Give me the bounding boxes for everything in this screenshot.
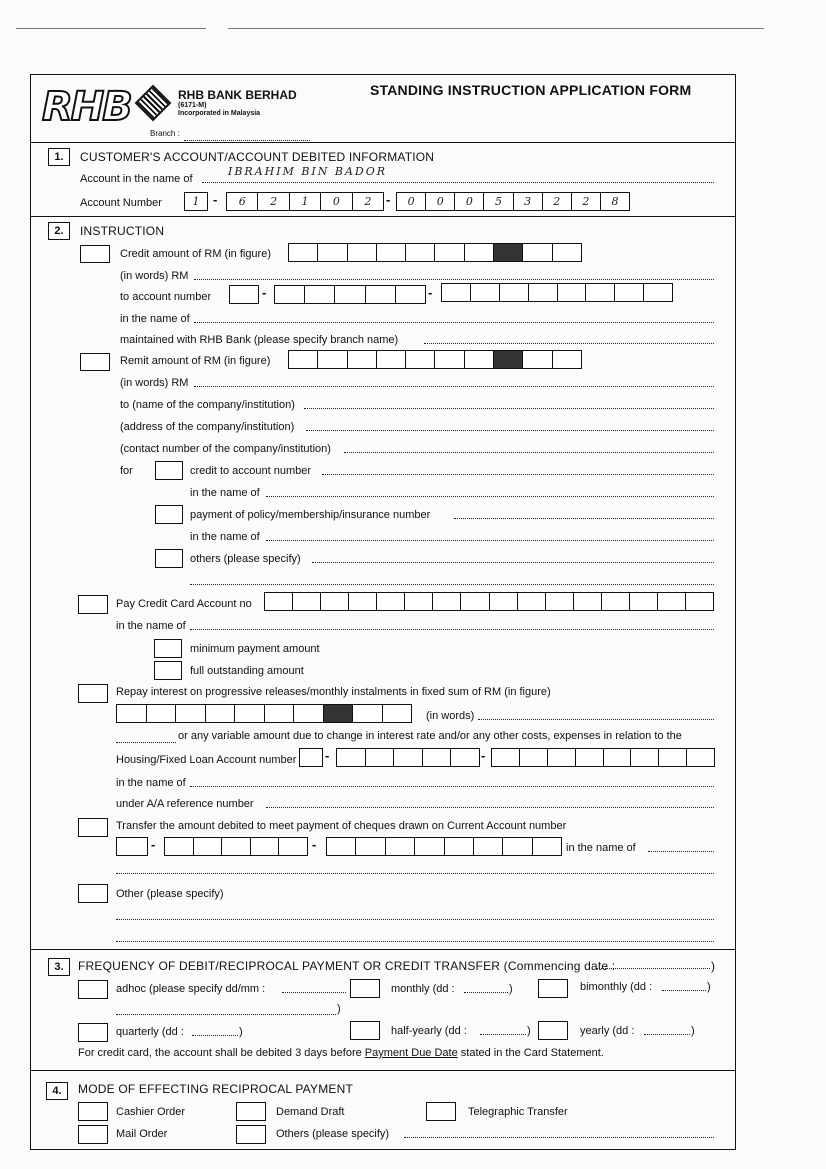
repay-amount-boxes[interactable] (116, 704, 412, 723)
housing-name-field[interactable] (190, 775, 714, 787)
mail-order-label: Mail Order (116, 1128, 168, 1140)
digit-box[interactable] (406, 351, 435, 368)
digit-box[interactable] (548, 749, 576, 766)
digit-box[interactable] (602, 593, 630, 610)
credit-to-account-field[interactable] (322, 463, 714, 475)
incorporated: Incorporated in Malaysia (178, 110, 261, 117)
transfer-label: Transfer the amount debited to meet payment of cheques drawn on Current Account number (116, 820, 567, 832)
others-field[interactable] (312, 551, 714, 563)
commencing-date-field[interactable] (596, 957, 710, 969)
transfer-part3[interactable] (326, 837, 562, 856)
in-name-of-label: in the name of (116, 777, 186, 789)
account-digit-box[interactable]: 3 (514, 193, 543, 210)
company-name-field[interactable] (304, 397, 714, 409)
digit-box[interactable] (383, 705, 412, 722)
account-digit-box[interactable]: 2 (572, 193, 601, 210)
digit-box[interactable] (492, 749, 520, 766)
branch-name-field[interactable] (424, 332, 714, 344)
digit-box[interactable] (337, 749, 366, 766)
account-digit-box[interactable]: 0 (397, 193, 426, 210)
section-title: FREQUENCY OF DEBIT/RECIPROCAL PAYMENT OR CREDIT TRANSFER (Commencing date : (78, 959, 616, 973)
quarterly-label: quarterly (dd : (116, 1026, 184, 1038)
digit-box[interactable] (349, 593, 377, 610)
digit-box[interactable] (396, 286, 425, 303)
digit-box[interactable] (366, 749, 395, 766)
digit-box[interactable] (117, 705, 147, 722)
repay-label: Repay interest on progressive releases/monthly instalments in fixed sum of RM (in figure) (116, 686, 551, 698)
under-ref-label: under A/A reference number (116, 798, 254, 810)
dash: - (481, 748, 486, 763)
digit-box[interactable] (644, 284, 672, 301)
digit-box[interactable] (265, 705, 295, 722)
others-checkbox[interactable] (155, 549, 183, 568)
full-outstanding-label: full outstanding amount (190, 665, 304, 677)
adhoc-date-field[interactable] (282, 981, 346, 993)
transfer-part1[interactable] (116, 837, 148, 856)
remit-amount-boxes[interactable] (288, 350, 582, 369)
note-text: stated in the Card Statement. (457, 1047, 604, 1059)
digit-box[interactable] (523, 351, 552, 368)
reg-no: (6171-M) (178, 102, 207, 109)
maintained-label: maintained with RHB Bank (please specify branch name) (120, 334, 399, 346)
account-number-part2[interactable] (226, 192, 384, 211)
in-words-label: (in words) (426, 710, 475, 722)
section-divider (30, 216, 736, 217)
digit-box[interactable] (494, 351, 523, 368)
account-digit-box[interactable]: 5 (484, 193, 513, 210)
policy-name-field[interactable] (266, 529, 714, 541)
digit-box[interactable] (631, 749, 659, 766)
credit-card-note (78, 1047, 604, 1059)
address-label: (address of the company/institution) (120, 421, 295, 433)
in-name-of-label: in the name of (566, 842, 636, 854)
digit-box[interactable] (353, 705, 383, 722)
digit-box[interactable] (442, 284, 471, 301)
credit-to-account-label: credit to account number (190, 465, 312, 477)
digit-box[interactable] (586, 284, 615, 301)
close-paren: ) (707, 981, 711, 993)
account-name-value: IBRAHIM BIN BADOR (228, 165, 388, 178)
digit-box[interactable] (265, 593, 293, 610)
digit-box[interactable] (222, 838, 251, 855)
digit-box[interactable] (465, 244, 494, 261)
credit-name-field[interactable] (194, 311, 714, 323)
demand-draft-checkbox[interactable] (236, 1102, 266, 1121)
digit-box[interactable] (405, 593, 433, 610)
digit-box[interactable] (377, 244, 406, 261)
digit-box[interactable] (553, 244, 581, 261)
payment-due-date: Payment Due Date (364, 1047, 458, 1059)
digit-box[interactable] (147, 705, 177, 722)
under-ref-field[interactable] (266, 796, 714, 808)
other-label: Other (please specify) (116, 888, 224, 900)
housing-part1[interactable] (299, 748, 323, 767)
branch-label: Branch : (150, 129, 180, 138)
bimonthly-dd-field[interactable] (662, 979, 706, 991)
account-number-part3[interactable] (396, 192, 630, 211)
cc-number-boxes[interactable] (264, 592, 714, 611)
digit-box[interactable] (500, 284, 529, 301)
credit-label: Credit amount of RM (in figure) (120, 248, 271, 260)
in-name-of-label: in the name of (190, 531, 260, 543)
yearly-checkbox[interactable] (538, 1021, 568, 1040)
digit-box[interactable] (518, 593, 546, 610)
others-mode-checkbox[interactable] (236, 1125, 266, 1144)
digit-box[interactable] (433, 593, 461, 610)
close-paren: ) (691, 1025, 695, 1037)
digit-box[interactable] (348, 244, 377, 261)
digit-box[interactable] (394, 749, 423, 766)
payment-policy-checkbox[interactable] (155, 505, 183, 524)
digit-box[interactable] (553, 351, 581, 368)
cashier-order-label: Cashier Order (116, 1106, 186, 1118)
digit-box[interactable] (386, 838, 415, 855)
digit-box[interactable] (251, 838, 280, 855)
pay-cc-checkbox[interactable] (78, 595, 108, 614)
dash: - (213, 192, 218, 207)
digit-box[interactable] (318, 244, 347, 261)
section-divider (30, 1070, 736, 1071)
digit-box[interactable] (406, 244, 435, 261)
section-number: 2. (48, 222, 70, 240)
close-paren: ) (509, 983, 513, 995)
others-field-2[interactable] (190, 573, 714, 585)
digit-box[interactable] (474, 838, 503, 855)
dash: - (325, 748, 330, 763)
digit-box[interactable] (503, 838, 532, 855)
yearly-label: yearly (dd : (580, 1025, 635, 1037)
section-title: MODE OF EFFECTING RECIPROCAL PAYMENT (78, 1082, 353, 1096)
digit-box[interactable] (294, 705, 324, 722)
digit-box[interactable] (451, 749, 479, 766)
digit-box[interactable] (321, 593, 349, 610)
transfer-part2[interactable] (164, 837, 308, 856)
dash: - (262, 285, 267, 300)
credit-to-account-checkbox[interactable] (155, 461, 183, 480)
variable-amount-field[interactable] (116, 731, 176, 743)
min-payment-checkbox[interactable] (154, 639, 182, 658)
monthly-label: monthly (dd : (391, 983, 455, 995)
digit-box[interactable] (659, 749, 687, 766)
to-account-part2[interactable] (274, 285, 426, 304)
section-number: 3. (48, 958, 70, 976)
repay-in-words-field[interactable] (478, 708, 714, 720)
dash: - (312, 837, 317, 852)
pay-cc-label: Pay Credit Card Account no (116, 598, 252, 610)
digit-box[interactable] (445, 838, 474, 855)
account-digit-box[interactable]: 2 (364, 195, 372, 208)
digit-box[interactable] (630, 593, 658, 610)
transfer-checkbox[interactable] (78, 818, 108, 837)
digit-box[interactable] (377, 351, 406, 368)
close-paren: ) (527, 1025, 531, 1037)
digit-box[interactable] (533, 838, 561, 855)
scan-line (228, 28, 764, 29)
remit-in-words-field[interactable] (194, 375, 714, 387)
digit-box[interactable] (686, 593, 713, 610)
adhoc-date-field-2[interactable] (116, 1003, 336, 1015)
digit-box[interactable] (356, 838, 385, 855)
credit-to-name-field[interactable] (266, 485, 714, 497)
min-payment-label: minimum payment amount (190, 643, 320, 655)
for-label: for (120, 465, 133, 477)
demand-draft-label: Demand Draft (276, 1106, 345, 1118)
account-digit-box[interactable]: 6 (227, 193, 258, 210)
digit-box[interactable] (615, 284, 644, 301)
digit-box[interactable] (366, 286, 396, 303)
digit-box[interactable] (305, 286, 335, 303)
to-company-label: to (name of the company/institution) (120, 399, 295, 411)
in-name-of-label: in the name of (116, 620, 186, 632)
section-number: 4. (46, 1082, 68, 1100)
digit-box[interactable] (275, 286, 305, 303)
close-paren: ) (337, 1003, 341, 1015)
remit-checkbox[interactable] (80, 353, 110, 371)
digit-box[interactable] (461, 593, 489, 610)
account-number-label: Account Number (80, 197, 162, 209)
housing-label: Housing/Fixed Loan Account number (116, 754, 297, 766)
cc-name-field[interactable] (190, 618, 714, 630)
quarterly-dd-field[interactable] (192, 1024, 238, 1036)
digit-box[interactable] (327, 838, 356, 855)
full-outstanding-checkbox[interactable] (154, 661, 182, 680)
section-number: 1. (48, 148, 70, 166)
in-words-label: (in words) RM (120, 377, 189, 389)
telegraphic-transfer-label: Telegraphic Transfer (468, 1106, 568, 1118)
repay-checkbox[interactable] (78, 684, 108, 703)
company-contact-field[interactable] (344, 441, 714, 453)
digit-box[interactable] (529, 284, 558, 301)
account-digit-box[interactable]: 1 (192, 195, 200, 208)
digit-box[interactable] (324, 705, 354, 722)
digit-box[interactable] (574, 593, 602, 610)
scan-line (16, 28, 206, 29)
half-yearly-dd-field[interactable] (480, 1023, 526, 1035)
dash: - (428, 285, 433, 300)
credit-in-words-field[interactable] (194, 268, 714, 280)
bank-name: RHB BANK BERHAD (178, 88, 297, 102)
company-address-field[interactable] (306, 419, 714, 431)
other-field-2[interactable] (116, 930, 714, 942)
in-name-of-label: in the name of (120, 313, 190, 325)
transfer-name-field[interactable] (648, 840, 714, 852)
other-field-1[interactable] (116, 908, 714, 920)
half-yearly-checkbox[interactable] (350, 1021, 380, 1040)
other-checkbox[interactable] (78, 884, 108, 903)
telegraphic-transfer-checkbox[interactable] (426, 1102, 456, 1121)
account-digit-box[interactable]: 1 (290, 193, 321, 210)
digit-box[interactable] (165, 838, 194, 855)
account-digit-box[interactable]: 0 (321, 193, 352, 210)
housing-part2[interactable] (336, 748, 480, 767)
quarterly-checkbox[interactable] (78, 1023, 108, 1042)
section-title: CUSTOMER'S ACCOUNT/ACCOUNT DEBITED INFORMATION (80, 150, 435, 164)
account-digit-box[interactable]: 0 (455, 193, 484, 210)
section-divider (30, 949, 736, 950)
digit-box[interactable] (289, 351, 318, 368)
form-title: STANDING INSTRUCTION APPLICATION FORM (370, 82, 692, 98)
digit-box[interactable] (687, 749, 714, 766)
digit-box[interactable] (348, 351, 377, 368)
variable-label: or any variable amount due to change in interest rate and/or any other costs, expenses in relation to the (178, 730, 682, 742)
dash: - (151, 837, 156, 852)
credit-amount-boxes[interactable] (288, 243, 582, 262)
in-name-of-label: in the name of (190, 487, 260, 499)
digit-box[interactable] (523, 244, 552, 261)
half-yearly-label: half-yearly (dd : (391, 1025, 467, 1037)
digit-box[interactable] (465, 351, 494, 368)
digit-box[interactable] (558, 284, 587, 301)
digit-box[interactable] (176, 705, 206, 722)
account-digit-box[interactable]: 8 (611, 195, 619, 208)
payment-policy-label: payment of policy/membership/insurance number (190, 509, 431, 521)
digit-box[interactable] (658, 593, 686, 610)
digit-box[interactable] (235, 705, 265, 722)
digit-box[interactable] (546, 593, 574, 610)
account-number-part1[interactable] (184, 192, 208, 211)
digit-box[interactable] (435, 244, 464, 261)
rhb-logo: RHB (42, 84, 131, 130)
digit-box[interactable] (293, 593, 321, 610)
to-account-label: to account number (120, 291, 212, 303)
contact-label: (contact number of the company/institution) (120, 443, 331, 455)
monthly-dd-field[interactable] (464, 981, 508, 993)
digit-box[interactable] (520, 749, 548, 766)
housing-part3[interactable] (491, 748, 715, 767)
account-name-label: Account in the name of (80, 173, 193, 185)
to-account-part1[interactable] (229, 285, 259, 304)
credit-checkbox[interactable] (80, 245, 110, 263)
adhoc-label: adhoc (please specify dd/mm : (116, 983, 266, 995)
account-digit-box[interactable]: 0 (426, 193, 455, 210)
digit-box[interactable] (494, 244, 523, 261)
bimonthly-checkbox[interactable] (538, 979, 568, 998)
digit-box[interactable] (604, 749, 632, 766)
digit-box[interactable] (335, 286, 365, 303)
digit-box[interactable] (194, 838, 223, 855)
digit-box[interactable] (435, 351, 464, 368)
adhoc-checkbox[interactable] (78, 980, 108, 999)
account-digit-box[interactable]: 2 (543, 193, 572, 210)
note-text: For credit card, the account shall be debited 3 days before (78, 1047, 365, 1059)
digit-box[interactable] (377, 593, 405, 610)
monthly-checkbox[interactable] (350, 979, 380, 998)
bimonthly-label: bimonthly (dd : (580, 981, 653, 993)
section-divider (30, 142, 736, 143)
others-label: others (please specify) (190, 553, 301, 565)
remit-label: Remit amount of RM (in figure) (120, 355, 271, 367)
branch-field[interactable] (184, 129, 310, 141)
digit-box[interactable] (415, 838, 444, 855)
others-mode-label: Others (please specify) (276, 1128, 390, 1140)
digit-box[interactable] (423, 749, 452, 766)
digit-box[interactable] (576, 749, 604, 766)
close-paren: ) (711, 959, 715, 973)
transfer-name-field-2[interactable] (116, 862, 714, 874)
policy-number-field[interactable] (454, 507, 714, 519)
digit-box[interactable] (289, 244, 318, 261)
digit-box[interactable] (206, 705, 236, 722)
digit-box[interactable] (279, 838, 307, 855)
in-words-label: (in words) RM (120, 270, 189, 282)
to-account-part3[interactable] (441, 283, 673, 302)
account-digit-box[interactable]: 2 (258, 193, 289, 210)
dash: - (386, 192, 391, 207)
digit-box[interactable] (471, 284, 500, 301)
section-title: INSTRUCTION (80, 224, 165, 238)
others-mode-field[interactable] (404, 1126, 714, 1138)
cashier-order-checkbox[interactable] (78, 1102, 108, 1121)
digit-box[interactable] (490, 593, 518, 610)
mail-order-checkbox[interactable] (78, 1125, 108, 1144)
close-paren: ) (239, 1026, 243, 1038)
digit-box[interactable] (318, 351, 347, 368)
yearly-dd-field[interactable] (644, 1023, 690, 1035)
